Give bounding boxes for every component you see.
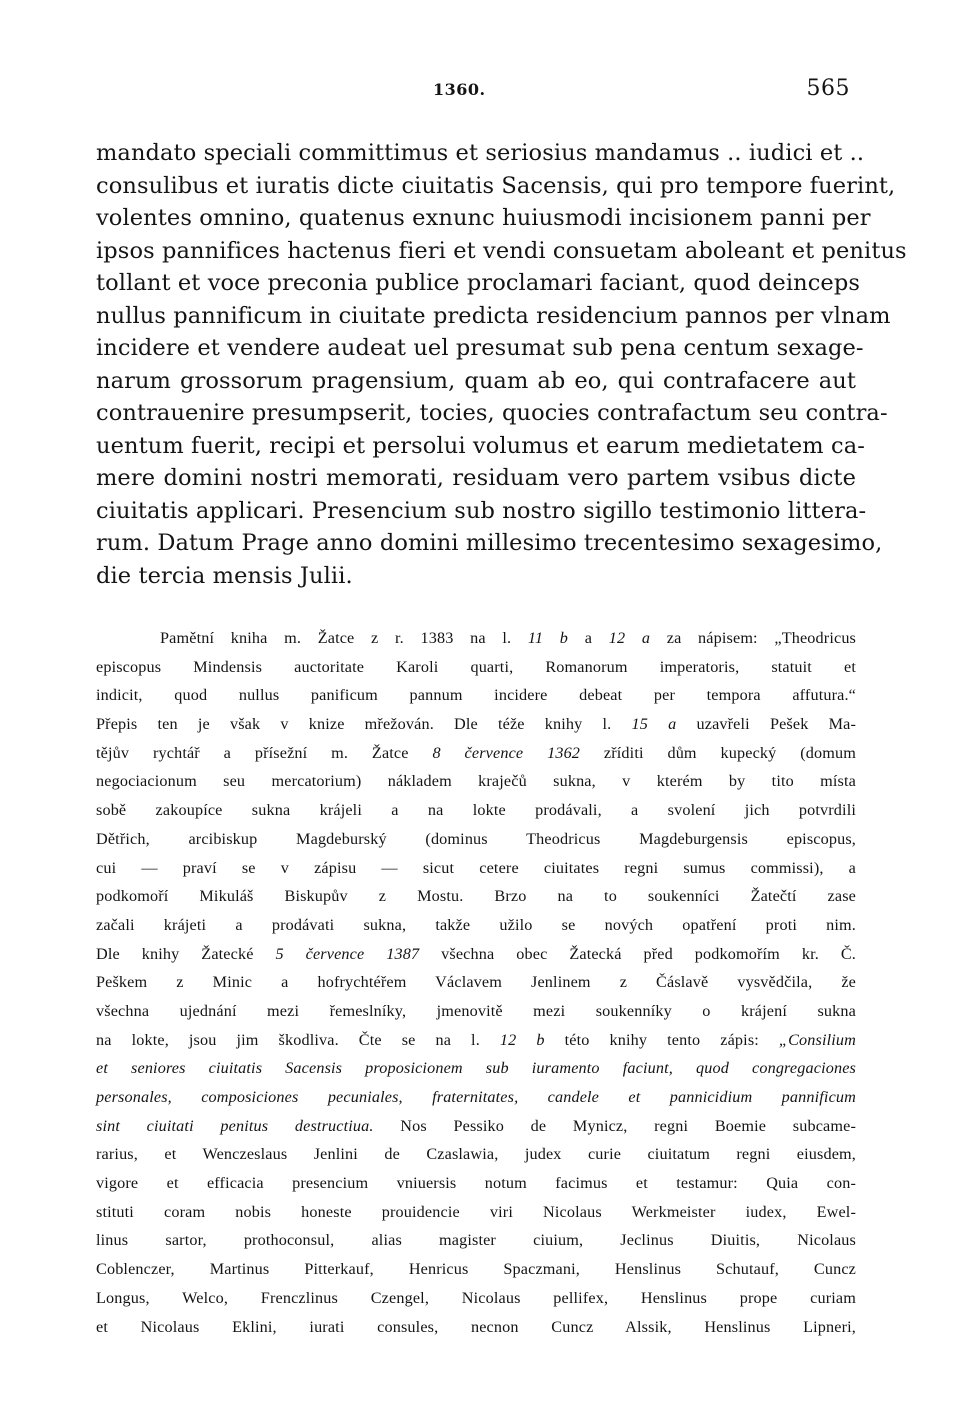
text-line: contrauenire presumpserit, tocies, quocies contrafactum seu contra- bbox=[96, 400, 888, 426]
note-text-segment: Peškem z Minic a hofrychtéřem Václavem Jenlinem z Čáslavě vysvědčila, že bbox=[96, 973, 856, 992]
note-line bbox=[96, 739, 856, 768]
note-line bbox=[96, 1054, 856, 1083]
text-line: ipsos pannifices hactenus fieri et vendi consuetam aboleant et penitus bbox=[96, 237, 907, 264]
note-italic-segment: „Consilium bbox=[778, 1030, 856, 1049]
note-text-segment: negociacionum seu mercatorium) nákladem kraječů sukna, v kterém by tito místa bbox=[96, 772, 856, 791]
note-text-segment: vigore et efficacia presencium vniuersis notum facimus et testamur: Quia con- bbox=[96, 1174, 856, 1193]
note-line bbox=[96, 1083, 856, 1112]
note-line bbox=[96, 767, 856, 796]
note-line bbox=[96, 1226, 856, 1255]
note-italic-segment: et seniores ciuitatis Sacensis proposicionem sub iuramento faciunt, quod congregaciones bbox=[96, 1059, 856, 1078]
note-line bbox=[96, 624, 856, 653]
note-text-segment: cui — praví se v zápisu — sicut cetere ciuitates regni sumus commissi), a bbox=[96, 858, 856, 877]
text-line: volentes omnino, quatenus exnunc huiusmodi incisionem panni per bbox=[96, 205, 871, 231]
note-text-segment: indicit, quod nullus panificum pannum incidere debeat per tempora affutura.“ bbox=[96, 686, 856, 705]
note-text-segment: tějův rychtář a přísežní m. Žatce bbox=[96, 743, 433, 762]
text-line: tollant et voce preconia publice proclamari faciant, quod deinceps bbox=[96, 270, 860, 296]
note-text-segment: Nos Pessiko de Mynicz, regni Boemie subcame- bbox=[373, 1116, 856, 1135]
note-line bbox=[96, 911, 856, 940]
text-line: consulibus et iuratis dicte ciuitatis Sacensis, qui pro tempore fuerint, bbox=[96, 172, 896, 199]
main-text-block bbox=[96, 137, 907, 592]
note-text-segment: stituti coram nobis honeste prouidencie viri Nicolaus Werkmeister iudex, Ewel- bbox=[96, 1202, 856, 1221]
text-line: nullus pannificum in ciuitate predicta residencium pannos per vlnam bbox=[96, 302, 891, 329]
note-line bbox=[96, 1169, 856, 1198]
note-line bbox=[96, 681, 856, 710]
note-text-segment: et Nicolaus Eklini, iurati consules, necnon Cuncz Alssik, Henslinus Lipneri, bbox=[96, 1317, 856, 1336]
note-italic-segment: personales, composiciones pecuniales, fraternitates, candele et pannicidium pannificum bbox=[96, 1088, 856, 1106]
note-line bbox=[96, 1140, 856, 1169]
note-text-segment: rarius, et Wenczeslaus Jenlini de Czaslawia, judex curie ciuitatum regni eiusdem, bbox=[96, 1145, 856, 1164]
note-line bbox=[96, 1255, 856, 1284]
note-line bbox=[96, 653, 856, 682]
note-line bbox=[96, 1284, 856, 1313]
text-line: die tercia mensis Julii. bbox=[96, 562, 353, 589]
note-italic-segment: 15 a bbox=[631, 715, 677, 734]
note-text-segment: sobě zakoupíce sukna krájeli a na lokte prodávali, a svolení jich potvrdili bbox=[96, 801, 856, 820]
note-text-segment: Dětřich, arcibiskup Magdeburský (dominus Theodricus Magdeburgensis episcopus, bbox=[96, 829, 856, 848]
note-italic-segment: 12 b bbox=[499, 1030, 545, 1049]
note-text-segment: Dle knihy Žatecké bbox=[96, 944, 276, 963]
note-italic-segment: 12 a bbox=[608, 629, 651, 647]
note-line bbox=[96, 997, 856, 1026]
note-line bbox=[96, 968, 856, 997]
note-line bbox=[96, 825, 856, 854]
page-header bbox=[96, 76, 856, 106]
text-line: uentum fuerit, recipi et persolui volumus et earum medietatem ca- bbox=[96, 432, 865, 459]
note-text-segment: linus sartor, prothoconsul, alias magister ciuium, Jeclinus Diuitis, Nicolaus bbox=[96, 1231, 856, 1250]
note-line bbox=[96, 710, 856, 739]
text-line: ciuitatis applicari. Presencium sub nostro sigillo testimonio littera- bbox=[96, 497, 867, 524]
note-line bbox=[96, 854, 856, 883]
note-text-segment: podkomoří Mikuláš Biskupův z Mostu. Brzo na to soukenníci Žatečtí zase bbox=[96, 887, 856, 906]
header-year: 1360. bbox=[433, 80, 486, 99]
note-line bbox=[96, 1198, 856, 1227]
note-text-segment: na lokte, jsou jim škodliva. Čte se na l. bbox=[96, 1030, 500, 1049]
page-number: 565 bbox=[806, 76, 850, 101]
text-line: rum. Datum Prage anno domini millesimo trecentesimo sexagesimo, bbox=[96, 530, 883, 556]
footnote-commentary-block bbox=[96, 624, 856, 1341]
text-line: incidere et vendere audeat uel presumat sub pena centum sexage- bbox=[96, 335, 864, 361]
note-text-segment: začali krájeti a prodávati sukna, takže užilo se nových opatření proti nim. bbox=[96, 915, 856, 934]
note-text-segment: všechna ujednání mezi řemeslníky, jmenovitě mezi soukenníky o krájení sukna bbox=[96, 1001, 856, 1020]
note-text-segment: a bbox=[568, 629, 609, 647]
note-italic-segment: sint ciuitati penitus destructiua. bbox=[96, 1116, 374, 1135]
note-line bbox=[96, 1313, 856, 1342]
text-line: mandato speciali committimus et seriosius mandamus .. iudici et .. bbox=[96, 140, 865, 166]
note-italic-segment: 8 července 1362 bbox=[432, 743, 581, 762]
note-italic-segment: 11 b bbox=[527, 629, 569, 647]
note-line bbox=[96, 1026, 856, 1055]
note-text-segment: zříditi dům kupecký (domum bbox=[580, 743, 856, 762]
note-text-segment: Přepis ten je však v knize mřežován. Dle téže knihy l. bbox=[96, 715, 632, 734]
note-line bbox=[96, 796, 856, 825]
text-line: mere domini nostri memorati, residuam vero partem vsibus dicte bbox=[96, 465, 856, 491]
note-text-segment: uzavřeli Pešek Ma- bbox=[676, 715, 857, 734]
note-text-segment: Longus, Welco, Frenczlinus Czengel, Nicolaus pellifex, Henslinus prope curiam bbox=[96, 1288, 856, 1307]
note-line bbox=[96, 1112, 856, 1141]
note-text-segment: Pamětní kniha m. Žatce z r. 1383 na l. bbox=[160, 629, 528, 647]
note-italic-segment: 5 července 1387 bbox=[275, 944, 420, 963]
note-line bbox=[96, 882, 856, 911]
note-text-segment: za nápisem: „Theodricus bbox=[650, 629, 857, 647]
note-text-segment: episcopus Mindensis auctoritate Karoli quarti, Romanorum imperatoris, statuit et bbox=[96, 657, 856, 676]
note-text-segment: Coblenczer, Martinus Pitterkauf, Henricus Spaczmani, Henslinus Schutauf, Cuncz bbox=[96, 1260, 856, 1279]
text-line: narum grossorum pragensium, quam ab eo, qui contrafacere aut bbox=[96, 367, 856, 394]
note-text-segment: všechna obec Žatecká před podkomořím kr. Č. bbox=[419, 944, 856, 963]
note-line bbox=[96, 940, 856, 969]
note-text-segment: této knihy tento zápis: bbox=[544, 1030, 779, 1049]
